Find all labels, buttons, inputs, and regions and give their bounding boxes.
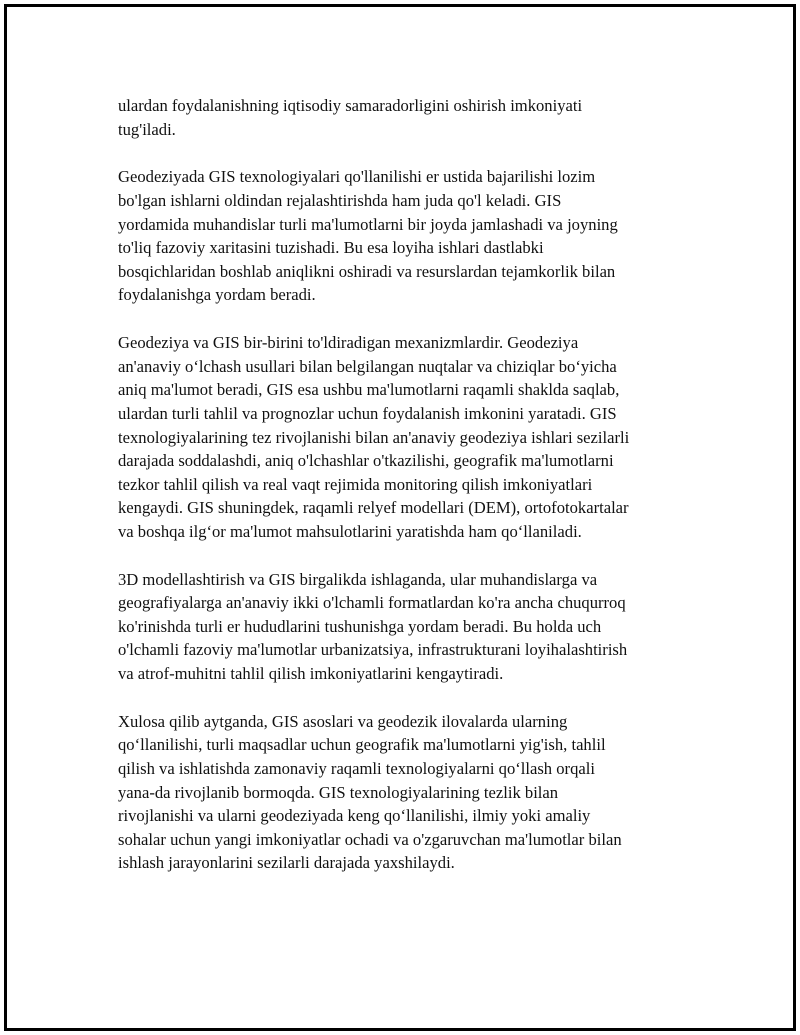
paragraph <box>118 165 698 307</box>
text-line: Xulosa qilib aytganda, GIS asoslari va geodezik ilovalarda ularning <box>118 711 568 731</box>
text-line: yana-da rivojlanib bormoqda. GIS texnologiyalarining tezlik bilan <box>118 782 559 802</box>
text-line: ishlash jarayonlarini sezilarli darajada yaxshilaydi. <box>118 853 455 873</box>
text-line: qilish va ishlatishda zamonaviy raqamli texnologiyalarni qo‘llash orqali <box>118 759 595 778</box>
text-line: darajada soddalashdi, aniq o'lchashlar o'tkazilishi, geografik ma'lumotlarni <box>118 451 614 471</box>
text-line: yordamida muhandislar turli ma'lumotlarni bir joyda jamlashadi va joyning <box>118 214 618 234</box>
text-line: sohalar uchun yangi imkoniyatlar ochadi va o'zgaruvchan ma'lumotlar bilan <box>118 829 622 849</box>
text-line: texnologiyalarining tez rivojlanishi bilan an'anaviy geodeziya ishlari sezilarli <box>118 427 630 447</box>
text-line: foydalanishga yordam beradi. <box>118 285 316 305</box>
text-line: aniq ma'lumot beradi, GIS esa ushbu ma'lumotlarni raqamli shaklda saqlab, <box>118 380 620 400</box>
document-body <box>118 94 698 899</box>
text-line: rivojlanishi va ularni geodeziyada keng qo‘llanilishi, ilmiy yoki amaliy <box>118 806 591 826</box>
text-line: an'anaviy o‘lchash usullari bilan belgilangan nuqtalar va chiziqlar bo‘yicha <box>118 356 617 376</box>
text-line: 3D modellashtirish va GIS birgalikda ishlaganda, ular muhandislarga va <box>118 569 598 589</box>
text-line: qo‘llanilishi, turli maqsadlar uchun geografik ma'lumotlarni yig'ish, tahlil <box>118 735 606 755</box>
text-line: geografiyalarga an'anaviy ikki o'lchamli formatlardan ko'ra ancha chuqurroq <box>118 593 626 613</box>
text-line: va atrof-muhitni tahlil qilish imkoniyatlarini kengaytiradi. <box>118 664 504 684</box>
text-line: Geodeziya va GIS bir-birini to'ldiradigan mexanizmlardir. Geodeziya <box>118 333 579 353</box>
text-line: to'liq fazoviy xaritasini tuzishadi. Bu esa loyiha ishlari dastlabki <box>118 238 544 258</box>
text-line: ko'rinishda turli er hududlarini tushunishga yordam beradi. Bu holda uch <box>118 616 602 636</box>
text-line: ulardan turli tahlil va prognozlar uchun foydalanish imkonini yaratadi. GIS <box>118 403 617 423</box>
paragraph <box>118 331 698 543</box>
text-line: Geodeziyada GIS texnologiyalari qo'llanilishi er ustida bajarilishi lozim <box>118 167 596 187</box>
text-line: va boshqa ilg‘or ma'lumot mahsulotlarini yaratishda ham qo‘llaniladi. <box>118 521 582 541</box>
text-line: tug'iladi. <box>118 119 176 139</box>
text-line: ulardan foydalanishning iqtisodiy samaradorligini oshirish imkoniyati <box>118 96 583 115</box>
text-line: kengaydi. GIS shuningdek, raqamli relyef modellari (DEM), ortofotokartalar <box>118 498 629 518</box>
paragraph <box>118 568 698 686</box>
text-line: bo'lgan ishlarni oldindan rejalashtirishda ham juda qo'l keladi. GIS <box>118 190 562 210</box>
text-line: tezkor tahlil qilish va real vaqt rejimida monitoring qilish imkoniyatlari <box>118 474 593 494</box>
paragraph <box>118 94 698 141</box>
text-line: bosqichlaridan boshlab aniqlikni oshiradi va resurslardan tejamkorlik bilan <box>118 261 616 281</box>
paragraph <box>118 710 698 875</box>
text-line: o'lchamli fazoviy ma'lumotlar urbanizatsiya, infrastrukturani loyihalashtirish <box>118 640 628 660</box>
